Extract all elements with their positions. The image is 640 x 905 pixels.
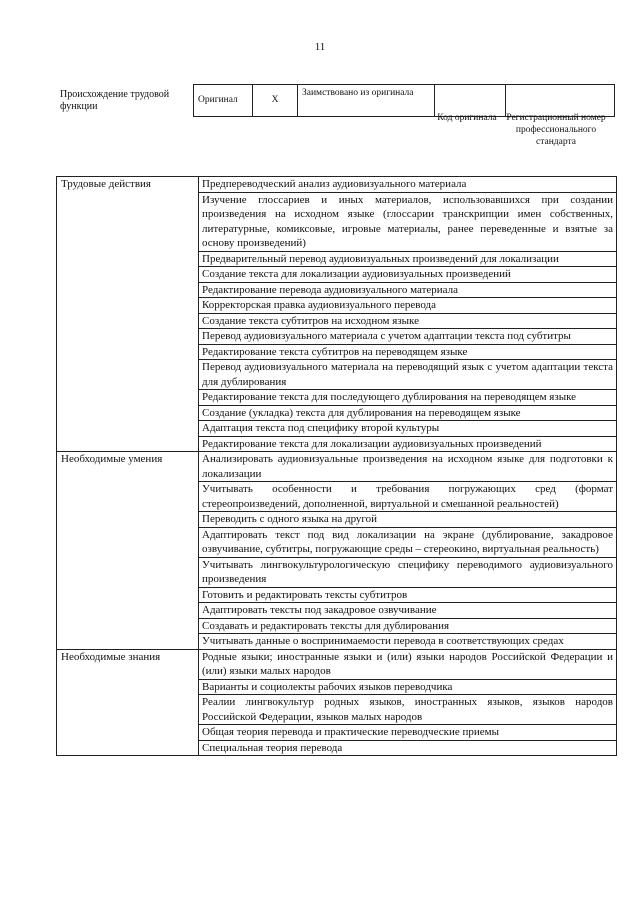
table-row: Специальная теория перевода [199,740,617,756]
table-row: Предпереводческий анализ аудиовизуального материала [199,177,617,193]
table-row: Редактирование перевода аудиовизуального материала [199,282,617,298]
skills-label: Необходимые умения [57,452,199,650]
table-row: Корректорская правка аудиовизуального перевода [199,298,617,314]
table-row: Перевод аудиовизуального материала с учетом адаптации текста под субтитры [199,329,617,345]
table-row: Реалии лингвокультур родных языков, иностранных языков, языков народов Российской Федерации, языков малых народов [199,695,617,725]
origin-original-mark: X [253,85,298,117]
page-number: 11 [314,41,326,53]
table-row: Общая теория перевода и практические переводческие приемы [199,725,617,741]
table-row: Редактирование текста для локализации аудиовизуальных произведений [199,436,617,452]
table-row: Создавать и редактировать тексты для дублирования [199,618,617,634]
table-row: Готовить и редактировать тексты субтитров [199,587,617,603]
table-row: Изучение глоссариев и иных материалов, использовавшихся при создании произведения на исходном языке (глоссарии транскрипции имен собственных, литературные, комиксовые, игровые материалы, ранее переведенные и взятые за основу произведений) [199,192,617,251]
origin-reg-caption: Регистрационный номер профессионального стандарта [506,113,606,147]
table-row: Создание текста субтитров на исходном языке [199,313,617,329]
origin-code-caption: Код оригинала [437,113,497,123]
origin-label: Происхождение трудовой функции [60,89,170,112]
origin-borrowed-label: Заимствовано из оригинала [298,85,435,117]
actions-label: Трудовые действия [57,177,199,452]
table-row: Переводить с одного языка на другой [199,512,617,528]
table-row: Предварительный перевод аудиовизуальных произведений для локализации [199,251,617,267]
table-row: Адаптировать текст под вид локализации на экране (дублирование, закадровое озвучивание, субтитры, погружающие среды – стереокино, виртуальная реальность) [199,527,617,557]
table-row: Варианты и социолекты рабочих языков переводчика [199,679,617,695]
table-row: Учитывать особенности и требования погружающих сред (формат стереопроизведений, дополненной, виртуальной и смешанной реальностей) [199,482,617,512]
knowledge-label: Необходимые знания [57,649,199,756]
table-row: Адаптировать тексты под закадровое озвучивание [199,603,617,619]
table-row: Создание (укладка) текста для дублирования на переводящем языке [199,405,617,421]
table-row: Редактирование текста для последующего дублирования на переводящем языке [199,390,617,406]
labor-function-table [56,176,617,756]
table-row: Родные языки; иностранные языки и (или) языки народов Российской Федерации и (или) языки малых народов [199,649,617,679]
table-row: Создание текста для локализации аудиовизуальных произведений [199,267,617,283]
table-row: Перевод аудиовизуального материала на переводящий язык с учетом адаптации текста для дублирования [199,360,617,390]
origin-original-label: Оригинал [194,85,253,117]
table-row: Адаптация текста под специфику второй культуры [199,421,617,437]
table-row: Анализировать аудиовизуальные произведения на исходном языке для подготовки к локализации [199,452,617,482]
table-row: Учитывать данные о воспринимаемости перевода в соответствующих средах [199,634,617,650]
table-row: Учитывать лингвокультурологическую специфику переводимого аудиовизуального произведения [199,557,617,587]
table-row: Редактирование текста субтитров на переводящем языке [199,344,617,360]
